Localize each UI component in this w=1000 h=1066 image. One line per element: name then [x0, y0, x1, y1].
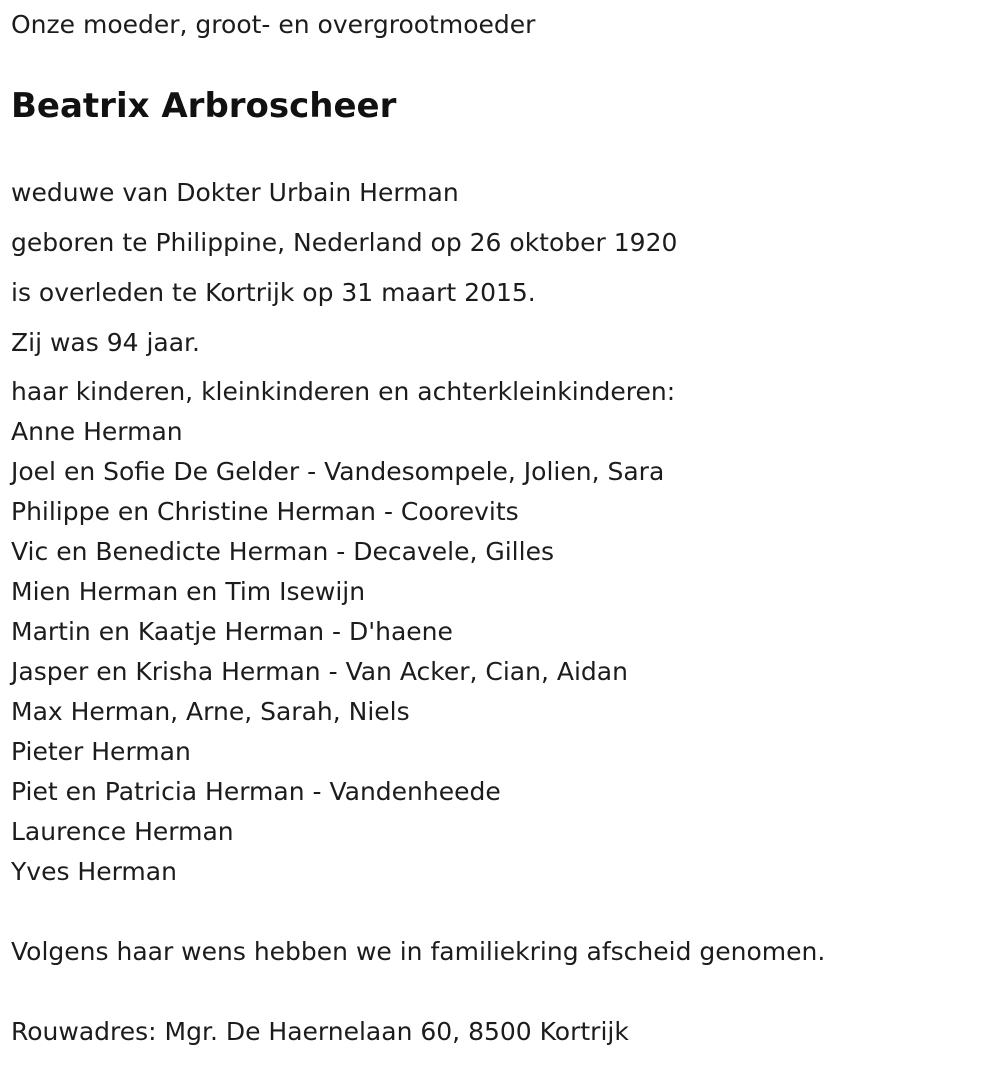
- family-member: Mien Herman en Tim Isewijn: [11, 577, 366, 606]
- birth-line: geboren te Philippine, Nederland op 26 oktober 1920: [11, 228, 678, 257]
- family-heading: haar kinderen, kleinkinderen en achterkleinkinderen:: [11, 377, 676, 406]
- mourning-address: Rouwadres: Mgr. De Haernelaan 60, 8500 Kortrijk: [11, 1017, 629, 1046]
- widow-line: weduwe van Dokter Urbain Herman: [11, 178, 459, 207]
- deceased-name: Beatrix Arbroscheer: [11, 86, 397, 126]
- age-line: Zij was 94 jaar.: [11, 328, 200, 357]
- family-member: Martin en Kaatje Herman - D'haene: [11, 617, 453, 646]
- family-member: Max Herman, Arne, Sarah, Niels: [11, 697, 410, 726]
- family-member: Anne Herman: [11, 417, 183, 446]
- family-member: Piet en Patricia Herman - Vandenheede: [11, 777, 501, 806]
- family-member: Philippe en Christine Herman - Coorevits: [11, 497, 519, 526]
- details-block: [11, 176, 677, 376]
- family-member: Vic en Benedicte Herman - Decavele, Gilles: [11, 537, 554, 566]
- family-member: Joel en Sofie De Gelder - Vandesompele, Jolien, Sara: [11, 457, 665, 486]
- family-member: Jasper en Krisha Herman - Van Acker, Cian, Aidan: [11, 657, 628, 686]
- death-line: is overleden te Kortrijk op 31 maart 2015.: [11, 278, 536, 307]
- family-member: Yves Herman: [11, 857, 177, 886]
- intro-line: Onze moeder, groot- en overgrootmoeder: [11, 10, 536, 39]
- closing-line: Volgens haar wens hebben we in familiekring afscheid genomen.: [11, 937, 826, 966]
- family-list: [11, 375, 675, 895]
- family-member: Pieter Herman: [11, 737, 191, 766]
- family-member: Laurence Herman: [11, 817, 234, 846]
